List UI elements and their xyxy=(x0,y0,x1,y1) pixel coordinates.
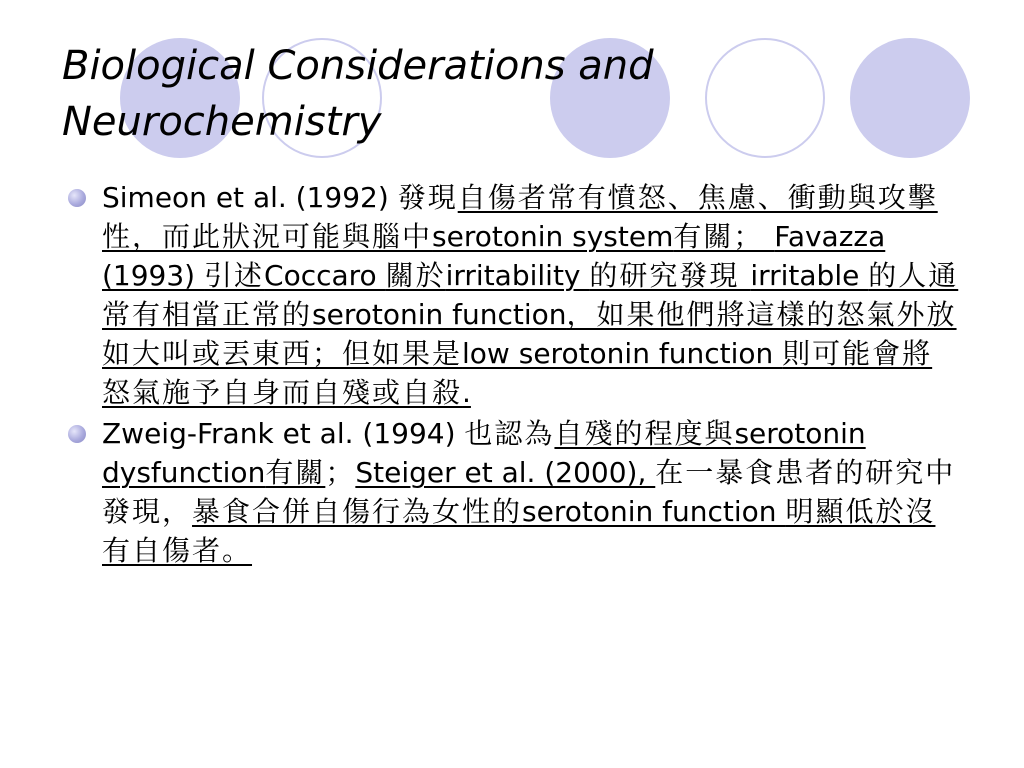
bullet-segment: Steiger et al. (2000), xyxy=(355,456,656,489)
bullet-segment: Simeon et al. (1992) xyxy=(102,181,398,214)
bullet-segment: ； xyxy=(325,456,356,489)
bullet-text-2 xyxy=(102,417,955,567)
bullet-item-2 xyxy=(66,414,962,570)
bullet-segment: serotonin function xyxy=(522,495,786,528)
bullet-list xyxy=(66,178,966,572)
bullet-segment: . xyxy=(462,376,471,409)
bullet-segment: 自傷者常有憤怒、焦慮、衝動與攻擊性，而此狀況可能與腦中 xyxy=(102,181,938,253)
bullet-segment: 關於 xyxy=(385,259,446,292)
bullet-segment: 在一暴食患者的研究中發現， xyxy=(102,456,956,528)
bullet-segment: 也認為 xyxy=(464,417,555,450)
slide-title-line-1: Biological Considerations and xyxy=(62,43,654,89)
bullet-segment: 明顯低於沒有自傷者。 xyxy=(102,495,936,567)
bullet-segment: 的人通常有相當正常的 xyxy=(102,259,959,331)
bullet-segment: 發現 xyxy=(397,181,458,214)
slide-title xyxy=(62,38,862,150)
bullet-segment: irritability xyxy=(445,259,590,292)
bullet-segment: 引述 xyxy=(204,259,265,292)
bullet-icon xyxy=(68,425,86,443)
bullet-icon xyxy=(68,189,86,207)
bullet-segment: 有關； xyxy=(673,220,775,253)
bullet-segment: 有關 xyxy=(265,456,326,489)
bullet-segment: serotonin system xyxy=(432,220,674,253)
bullet-segment: irritable xyxy=(750,259,869,292)
bullet-segment: 自殘的程度與 xyxy=(554,417,735,450)
slide-title-line-2: Neurochemistry xyxy=(62,99,382,145)
bullet-segment: ，如果他們將這樣的怒氣外放如大叫或丟東西；但如果是 xyxy=(102,298,957,370)
decorative-circle-5 xyxy=(850,38,970,158)
bullet-segment: Coccaro xyxy=(264,259,386,292)
bullet-segment: serotonin dysfunction xyxy=(102,417,866,489)
bullet-segment: Zweig-Frank et al. (1994) xyxy=(102,417,465,450)
bullet-segment: 則可能會將怒氣施予自身而自殘或自殺 xyxy=(102,337,933,409)
bullet-segment: 的研究發現 xyxy=(589,259,751,292)
bullet-text-1 xyxy=(102,181,958,409)
bullet-segment: serotonin function xyxy=(312,298,567,331)
bullet-segment: Favazza (1993) xyxy=(102,220,886,292)
bullet-segment: low serotonin function xyxy=(462,337,783,370)
bullet-segment: 暴食合併自傷行為女性的 xyxy=(192,495,523,528)
bullet-item-1 xyxy=(66,178,962,412)
